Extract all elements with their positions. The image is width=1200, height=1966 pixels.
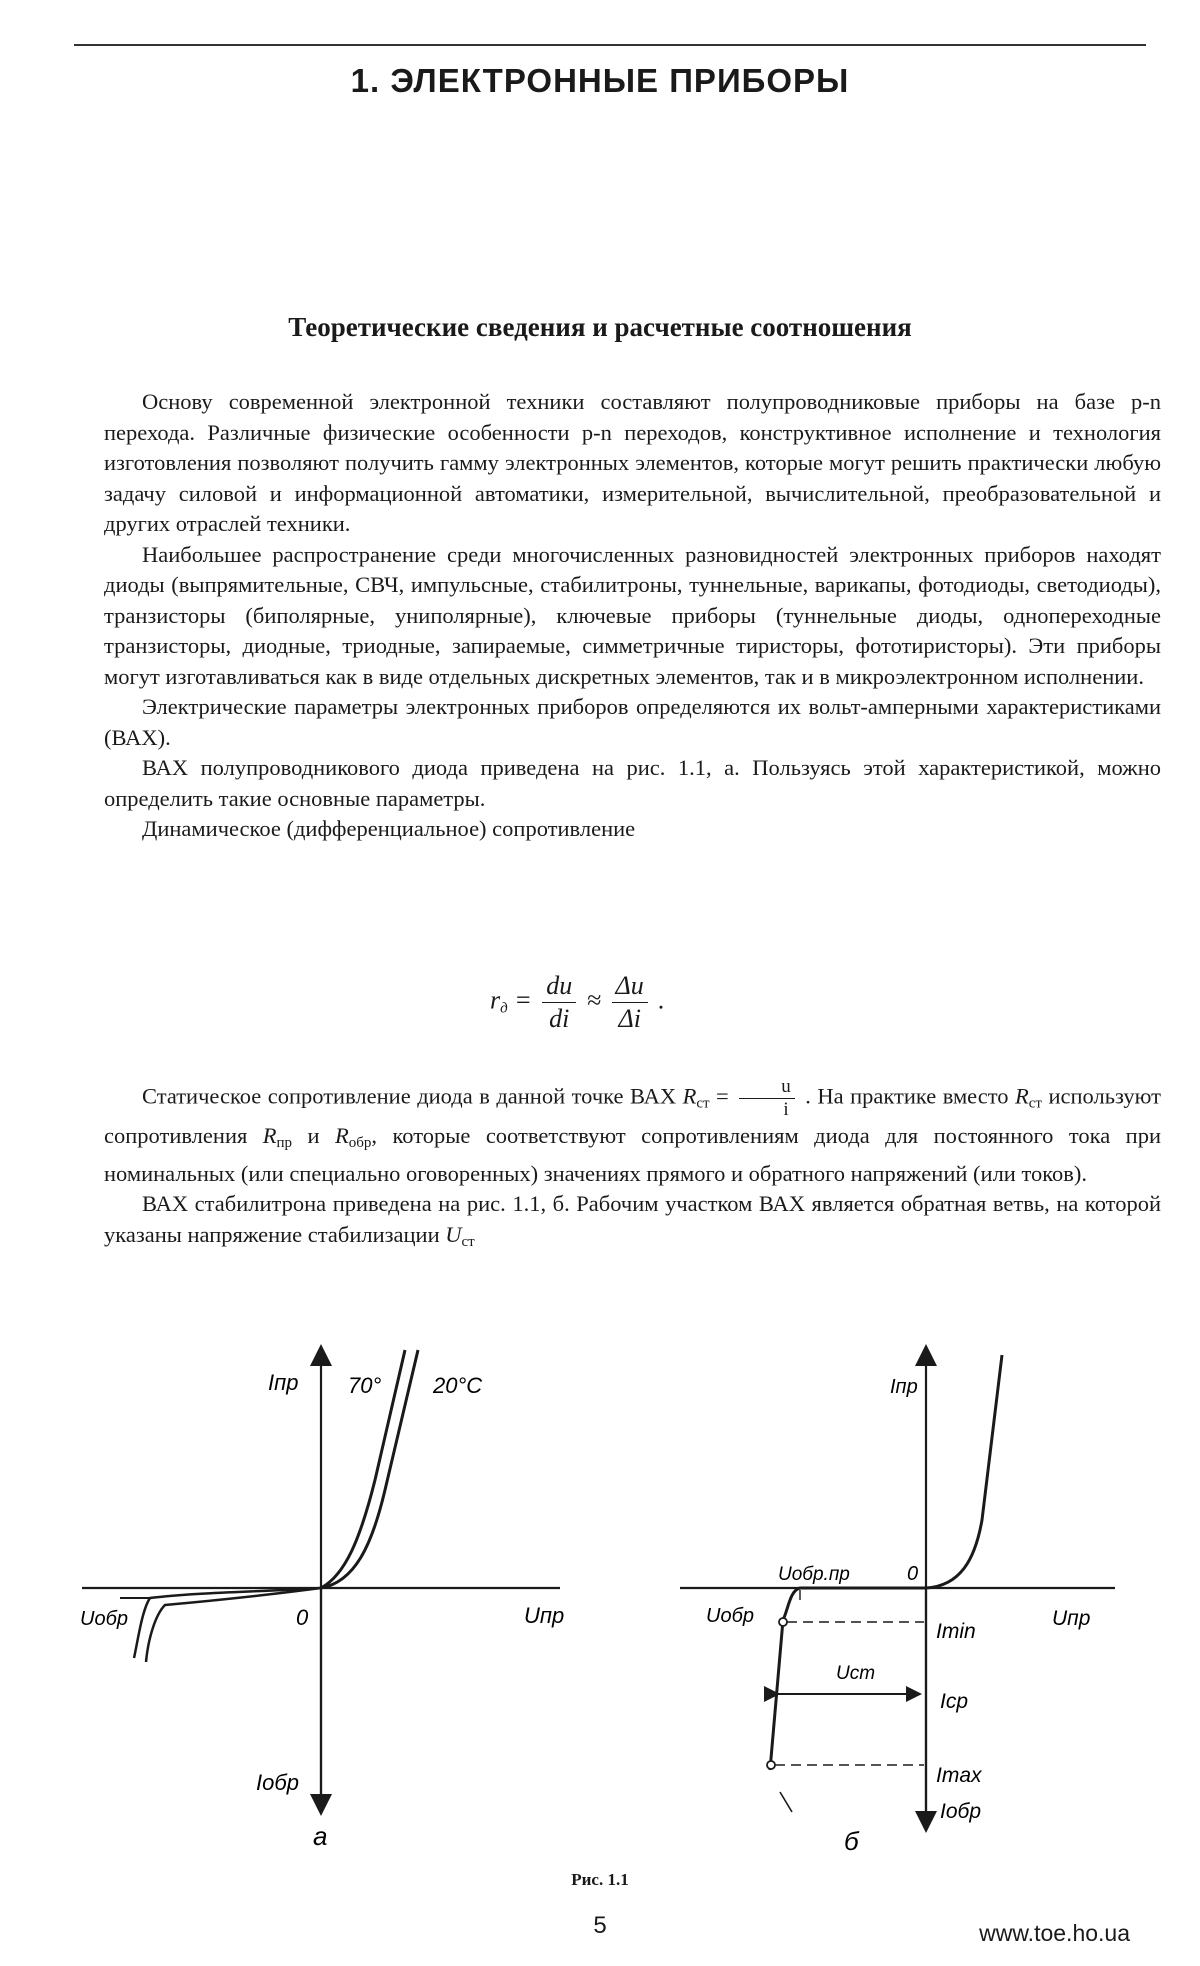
paragraph-stabilitron (104, 1189, 1161, 1257)
last-text: ВАХ стабилитрона приведена на рис. 1.1, б. Рабочим участком ВАХ является обратная ветвь, на которой указаны напряжение стабилизации (104, 1191, 1161, 1247)
paragraph-4: ВАХ полупроводникового диода приведена на рис. 1.1, а. Пользуясь этой характеристикой, можно определить такие основные параметры. (104, 755, 1161, 811)
paragraph-3: Электрические параметры электронных приборов определяются их вольт-амперными характеристиками (ВАХ). (104, 694, 1161, 750)
paragraph-static-resistance (104, 1076, 1161, 1189)
last-U: U (445, 1221, 462, 1247)
fig-a-zero: 0 (296, 1605, 309, 1630)
static-and: и (292, 1123, 336, 1148)
fig-a-sublabel: а (313, 1821, 328, 1851)
static-u: u (739, 1076, 795, 1099)
last-st: ст (461, 1233, 475, 1250)
fig-b-icp: Icp (940, 1690, 969, 1713)
static-i: i (783, 1099, 789, 1120)
page-number: 5 (593, 1912, 607, 1939)
paragraph-1: Основу современной электронной техники составляют полупроводниковые приборы на базе p-n перехода. Различные физические особенности p-n переходов, конструктивное исполнение и технология изготовления позволяют получить гамму электронных элементов, которые могут решить практически любую задачу силовой и информационной автоматики, измерительной, вычислительной, преобразовательной и других отраслей техники. (104, 389, 1161, 536)
static-eq: = (709, 1083, 736, 1109)
stab-reverse-tail (780, 1792, 792, 1812)
static-part2: . На практике вместо (798, 1083, 1015, 1109)
static-R2: R (1015, 1083, 1029, 1109)
static-part4: , которые соответствуют сопротивлениям диода для постоянного тока при номинальных (или специально оговоренных) значениях прямого и обратного напряжений (или токов). (104, 1123, 1161, 1186)
stabilitron-iv-chart (680, 1355, 1115, 1856)
fig-b-ust: Uст (836, 1663, 876, 1684)
formula-end: . (658, 985, 665, 1015)
formula-frac1-num: du (542, 970, 576, 1003)
static-obr: обр (348, 1135, 372, 1151)
fig-b-uobr-pr: Uобр.пр (778, 1564, 850, 1585)
formula-approx: ≈ (586, 985, 602, 1015)
static-part1: Статическое сопротивление диода в данной точке ВАХ (142, 1083, 683, 1109)
static-st2: ст (1028, 1095, 1042, 1112)
body-text-bottom (104, 1076, 1161, 1257)
chapter-title: 1. ЭЛЕКТРОННЫЕ ПРИБОРЫ (350, 62, 850, 99)
dynamic-resistance-formula: $r_д$ = $\frac{du}{di}$ ≈ $\frac{\Delta u}{\Delta i}$ . (490, 971, 665, 1033)
body-text-top (104, 387, 1161, 845)
formula-lhs: r (490, 985, 501, 1015)
static-R4: R (335, 1123, 349, 1148)
paragraph-2: Наибольшее распространение среди многочисленных разновидностей электронных приборов находят диоды (выпрямительные, СВЧ, импульсные, стабилитроны, туннельные, варикапы, фотодиоды, светодиоды), транзисторы (биполярные, униполярные), ключевые приборы (туннельные диоды, однопереходные транзисторы, диодные, триодные, запираемые, симметричные тиристоры, фототиристоры). Эти приборы могут изготавливаться как в виде отдельных дискретных элементов, так и в микроэлектронном исполнении. (104, 541, 1161, 689)
formula-frac2-den: Δi (618, 1004, 641, 1033)
website-url: www.toe.ho.ua (979, 1920, 1130, 1946)
point-imax (767, 1761, 775, 1769)
formula-frac2-num: Δu (612, 970, 648, 1003)
fig-b-uobr: Uобр (706, 1605, 754, 1627)
static-R3: R (262, 1123, 277, 1148)
fig-b-iobr: Iобр (940, 1800, 982, 1823)
static-R: R (682, 1083, 697, 1109)
fig-a-iobr: Iобр (256, 1770, 299, 1795)
point-imin (779, 1618, 787, 1626)
top-rule (74, 44, 1146, 46)
fig-a-upr: Uпр (524, 1603, 565, 1628)
static-st: ст (696, 1095, 710, 1112)
section-title: Теоретические сведения и расчетные соотношения (288, 312, 912, 342)
stab-forward (926, 1355, 1002, 1588)
fig-b-zero: 0 (907, 1563, 919, 1585)
paragraph-5: Динамическое (дифференциальное) сопротивление (142, 816, 636, 841)
fig-a-20: 20°C (433, 1373, 483, 1398)
fig-b-imax: Imax (936, 1764, 982, 1787)
static-pr: пр (276, 1135, 293, 1151)
fig-a-uobr: Uобр (80, 1608, 128, 1630)
formula-lhs-sub: д (500, 1000, 508, 1017)
reverse-curve-20 (146, 1588, 321, 1662)
fig-b-imin: Imin (936, 1620, 976, 1643)
formula-fraction-1 (542, 970, 576, 1035)
fig-b-upr: Uпр (1052, 1607, 1091, 1630)
fig-b-sublabel: б (844, 1826, 859, 1856)
fig-b-ipr: Iпр (890, 1376, 918, 1398)
figure-caption: Рис. 1.1 (571, 1870, 629, 1889)
fig-a-ipr: Iпр (268, 1370, 299, 1395)
formula-frac1-den: di (549, 1004, 570, 1033)
formula-fraction-2 (612, 970, 648, 1035)
fig-a-70: 70° (348, 1373, 382, 1398)
figure-1-1 (0, 1340, 1200, 1860)
static-fraction (739, 1076, 795, 1121)
static-part3: используют сопротивления (104, 1083, 1161, 1148)
diode-iv-chart (80, 1350, 564, 1851)
